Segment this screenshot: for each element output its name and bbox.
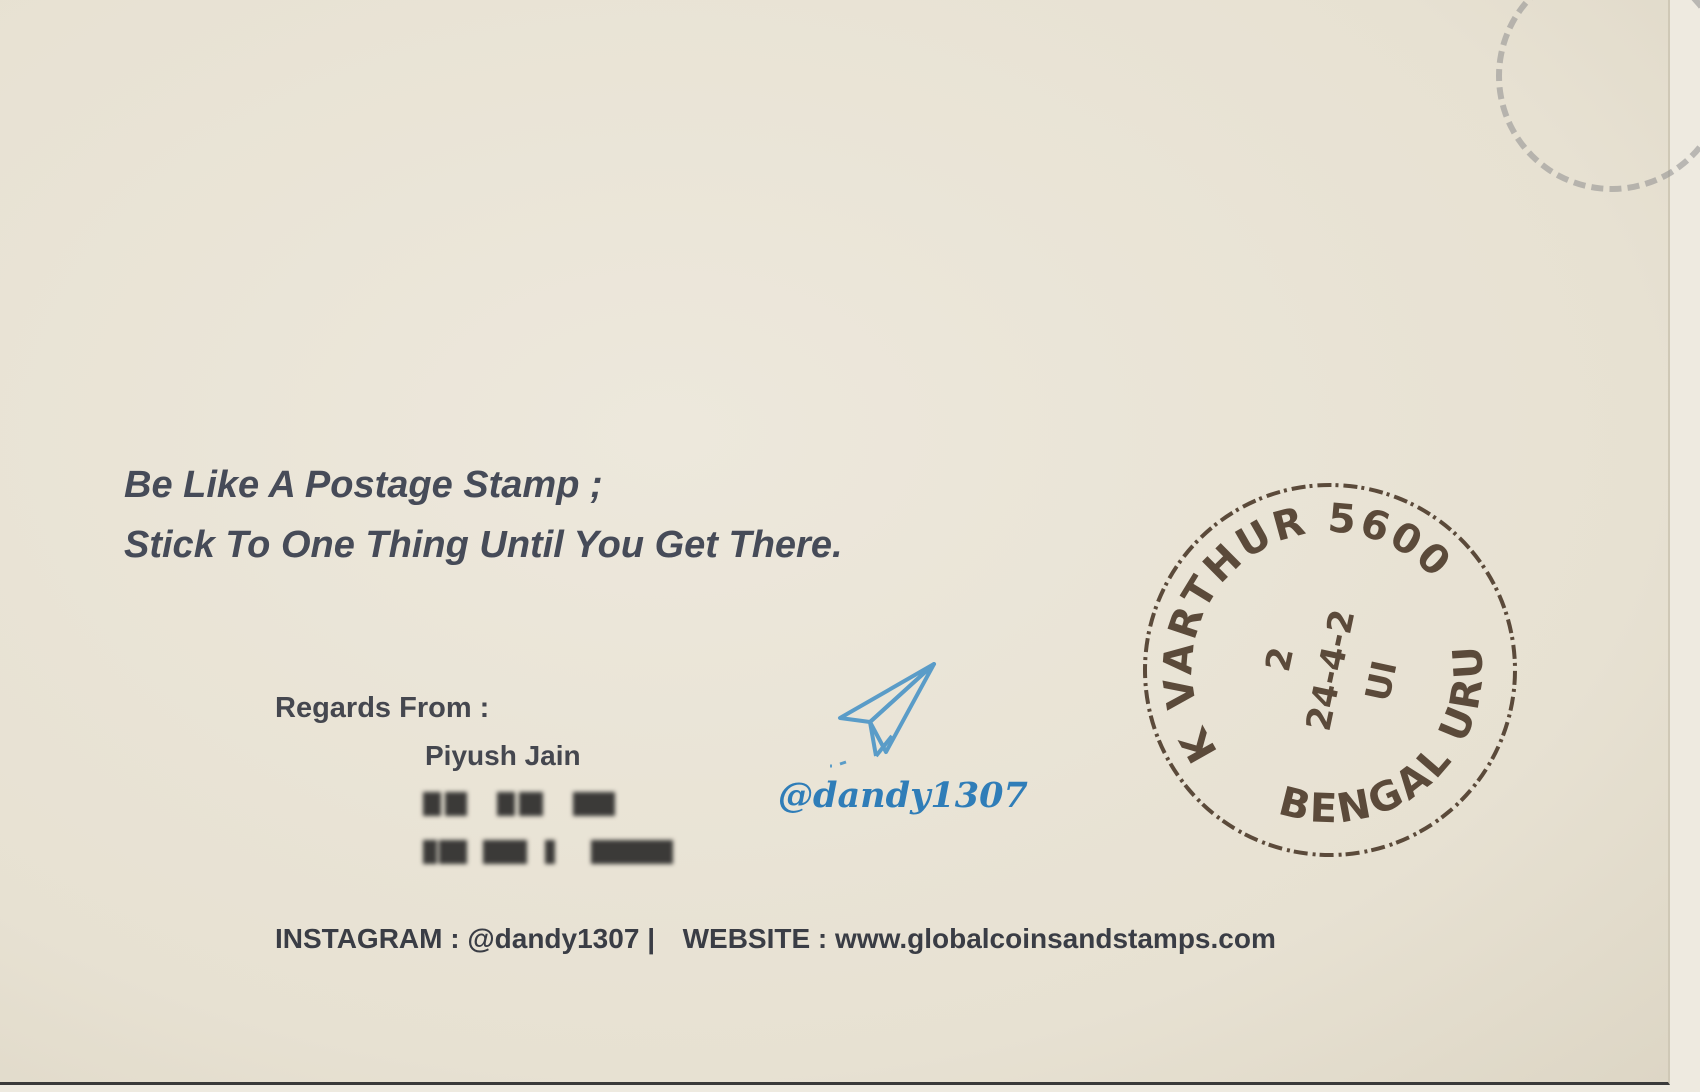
redacted-address-line-1 xyxy=(423,792,623,816)
paper-plane-icon xyxy=(830,660,940,770)
postmark-date-2: 24-4-2 xyxy=(1298,605,1364,735)
quote-line-1: Be Like A Postage Stamp ; xyxy=(124,464,603,506)
postmark-stamp xyxy=(1130,470,1530,870)
social-handle: @dandy1307 xyxy=(778,775,1028,816)
sender-name: Piyush Jain xyxy=(425,740,581,771)
postmark-date-1: 2 xyxy=(1258,643,1303,676)
footer-separator: | xyxy=(647,923,656,954)
quote-block xyxy=(124,455,843,575)
footer-instagram: INSTAGRAM : @dandy1307 xyxy=(275,923,640,954)
postmark-date-3: UI xyxy=(1358,657,1406,705)
postmark-top-text: DAK VARTHUR 560087 xyxy=(1155,495,1462,771)
corner-postmark-fragment xyxy=(1496,0,1700,192)
regards-label: Regards From : xyxy=(275,692,490,724)
quote-line-2: Stick To One Thing Until You Get There. xyxy=(124,524,843,566)
footer-website: WEBSITE : www.globalcoinsandstamps.com xyxy=(682,923,1276,954)
redacted-address-line-2 xyxy=(423,840,678,864)
footer-contact xyxy=(275,923,1276,955)
postmark-bottom-text: BENGAL URU xyxy=(1274,641,1493,833)
